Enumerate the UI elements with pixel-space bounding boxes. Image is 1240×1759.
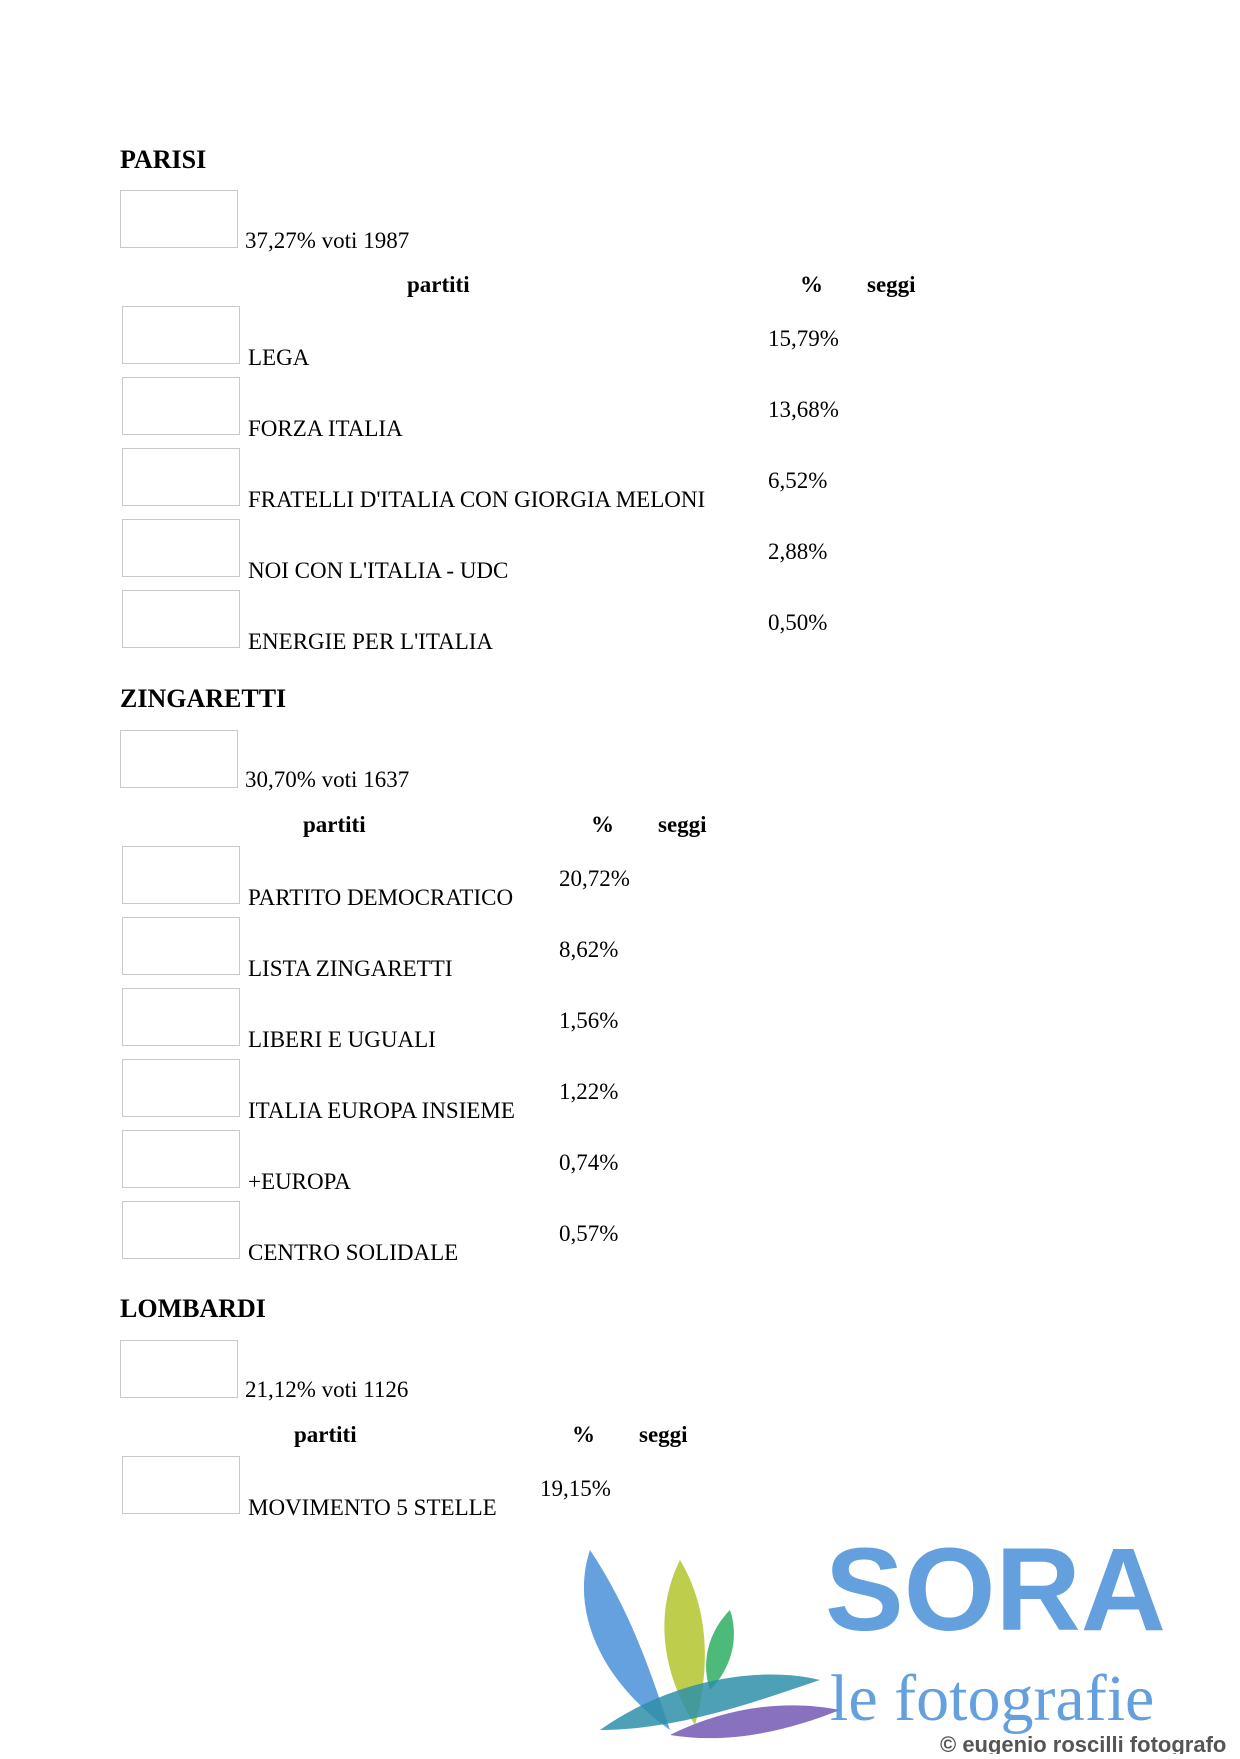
candidate-name: LOMBARDI bbox=[120, 1294, 266, 1323]
candidate-summary: 21,12% voti 1126 bbox=[245, 1377, 409, 1402]
party-percent: 19,15% bbox=[540, 1476, 611, 1501]
party-name: FRATELLI D'ITALIA CON GIORGIA MELONI bbox=[248, 487, 706, 512]
watermark-line2: le fotografie bbox=[830, 1662, 1155, 1735]
header-parties: partiti bbox=[407, 272, 470, 297]
header-percent: % bbox=[800, 272, 823, 297]
party-percent: 0,74% bbox=[559, 1150, 619, 1175]
party-name: MOVIMENTO 5 STELLE bbox=[248, 1495, 497, 1520]
header-parties: partiti bbox=[294, 1422, 357, 1447]
party-logo-placeholder bbox=[122, 1059, 240, 1117]
party-logo-placeholder bbox=[122, 1456, 240, 1514]
party-name: NOI CON L'ITALIA - UDC bbox=[248, 558, 509, 583]
party-name: PARTITO DEMOCRATICO bbox=[248, 885, 514, 910]
candidate-logo-placeholder bbox=[120, 730, 238, 788]
sora-bird-icon bbox=[560, 1530, 1240, 1754]
watermark-credit: © eugenio roscilli fotografo bbox=[940, 1732, 1227, 1754]
header-seats: seggi bbox=[639, 1422, 688, 1447]
party-name: +EUROPA bbox=[248, 1169, 351, 1194]
watermark-line1: SORA bbox=[825, 1530, 1166, 1656]
party-percent: 0,57% bbox=[559, 1221, 619, 1246]
candidate-summary: 30,70% voti 1637 bbox=[245, 767, 410, 792]
party-name: ENERGIE PER L'ITALIA bbox=[248, 629, 494, 654]
header-percent: % bbox=[572, 1422, 595, 1447]
watermark-logo bbox=[560, 1530, 1240, 1754]
party-logo-placeholder bbox=[122, 519, 240, 577]
party-percent: 8,62% bbox=[559, 937, 619, 962]
party-logo-placeholder bbox=[122, 377, 240, 435]
party-logo-placeholder bbox=[122, 846, 240, 904]
party-percent: 1,56% bbox=[559, 1008, 619, 1033]
header-seats: seggi bbox=[658, 812, 707, 837]
party-name: ITALIA EUROPA INSIEME bbox=[248, 1098, 515, 1123]
candidate-logo-placeholder bbox=[120, 190, 238, 248]
party-percent: 2,88% bbox=[768, 539, 828, 564]
header-percent: % bbox=[591, 812, 614, 837]
header-seats: seggi bbox=[867, 272, 916, 297]
party-logo-placeholder bbox=[122, 1130, 240, 1188]
candidate-name: ZINGARETTI bbox=[120, 684, 287, 713]
party-logo-placeholder bbox=[122, 590, 240, 648]
party-logo-placeholder bbox=[122, 917, 240, 975]
candidate-name: PARISI bbox=[120, 145, 207, 174]
header-parties: partiti bbox=[303, 812, 366, 837]
party-percent: 1,22% bbox=[559, 1079, 619, 1104]
candidate-logo-placeholder bbox=[120, 1340, 238, 1398]
party-name: LIBERI E UGUALI bbox=[248, 1027, 436, 1052]
party-logo-placeholder bbox=[122, 448, 240, 506]
party-name: CENTRO SOLIDALE bbox=[248, 1240, 459, 1265]
party-percent: 20,72% bbox=[559, 866, 630, 891]
party-name: LISTA ZINGARETTI bbox=[248, 956, 453, 981]
party-percent: 13,68% bbox=[768, 397, 839, 422]
candidate-summary: 37,27% voti 1987 bbox=[245, 228, 410, 253]
party-percent: 0,50% bbox=[768, 610, 828, 635]
party-percent: 15,79% bbox=[768, 326, 839, 351]
party-logo-placeholder bbox=[122, 988, 240, 1046]
party-logo-placeholder bbox=[122, 1201, 240, 1259]
party-percent: 6,52% bbox=[768, 468, 828, 493]
party-logo-placeholder bbox=[122, 306, 240, 364]
party-name: LEGA bbox=[248, 345, 310, 370]
party-name: FORZA ITALIA bbox=[248, 416, 403, 441]
